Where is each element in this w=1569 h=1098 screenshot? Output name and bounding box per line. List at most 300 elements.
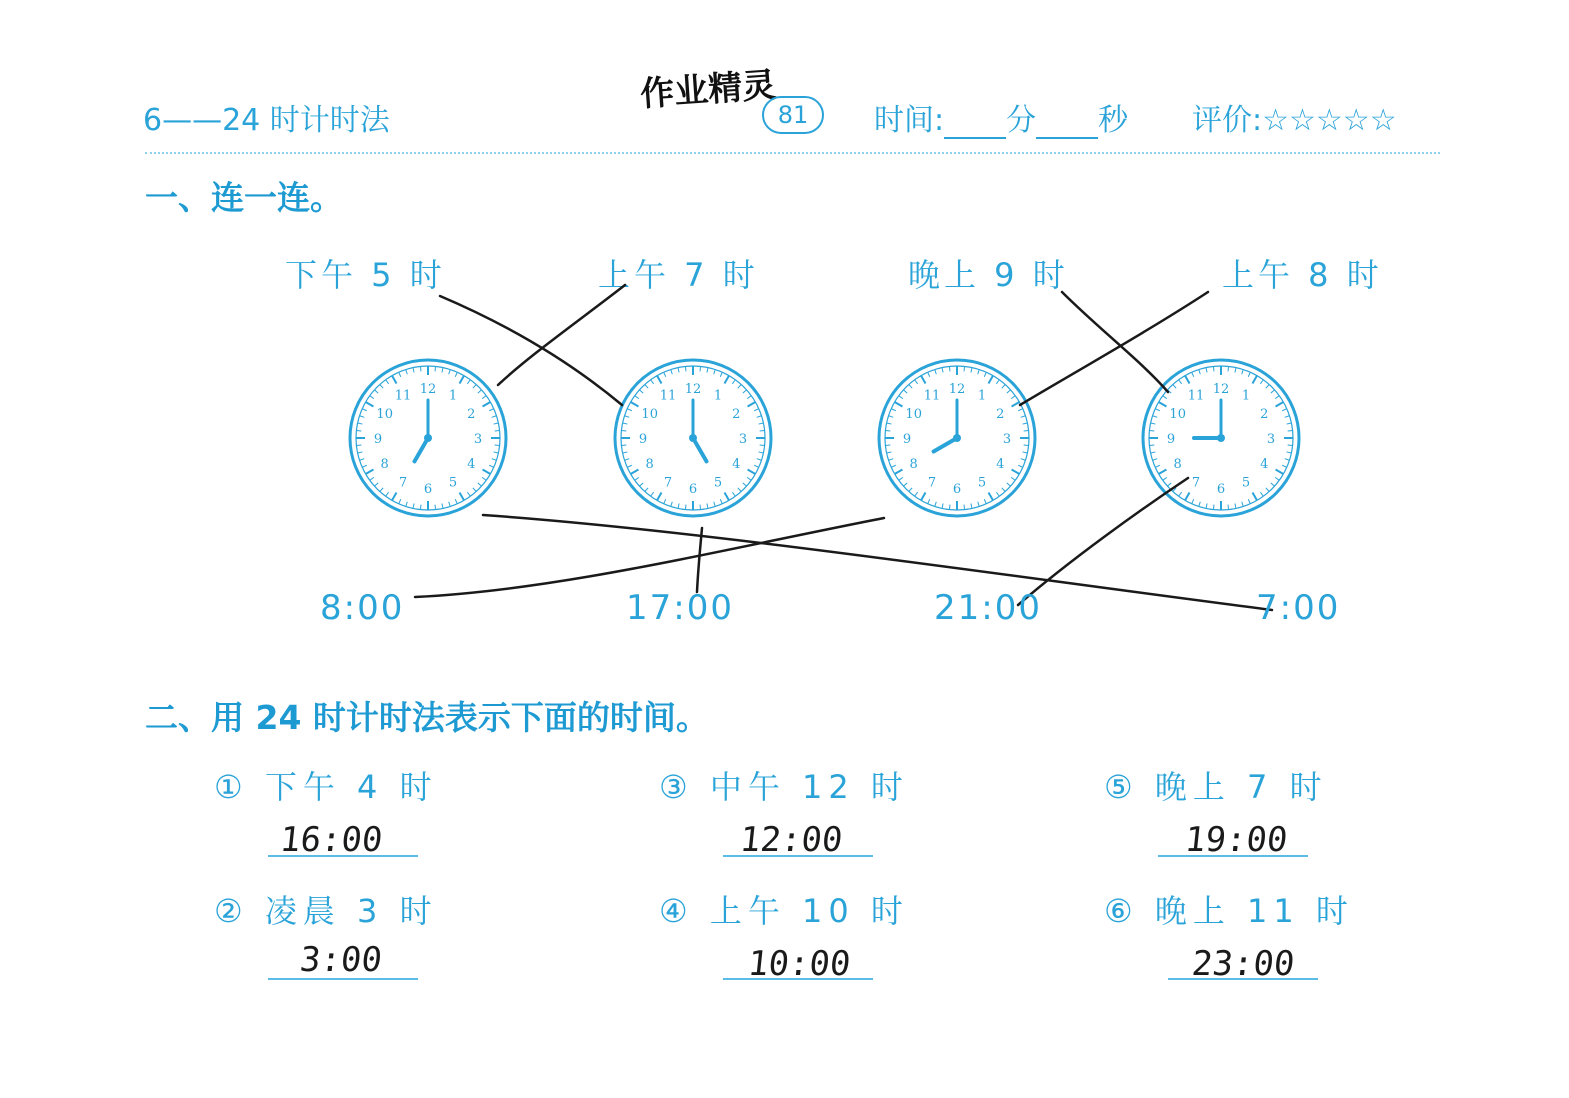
clock-tick — [635, 477, 639, 480]
clock-numeral: 10 — [1169, 407, 1186, 422]
clock-numeral: 8 — [1173, 457, 1182, 472]
clock-numeral: 2 — [996, 407, 1005, 422]
section2-heading: 二、用 24 时计时法表示下面的时间。 — [145, 698, 709, 737]
answer-line — [723, 855, 873, 857]
clock-tick — [380, 488, 383, 492]
clock-tick — [1266, 384, 1269, 388]
clock-tick — [928, 499, 930, 504]
clock-tick — [627, 409, 632, 411]
clock-tick — [714, 370, 716, 375]
clock-tick — [1185, 376, 1190, 384]
clock-numeral: 10 — [905, 407, 922, 422]
clock-numeral: 11 — [394, 388, 412, 404]
clock-1 — [350, 360, 506, 516]
minute-label: 分 — [1006, 103, 1037, 138]
clock-tick — [366, 470, 374, 475]
clock-tick — [483, 402, 491, 407]
clock-numeral: 9 — [902, 432, 912, 447]
clock-tick — [889, 459, 894, 461]
clock-tick — [374, 483, 378, 486]
clock-tick — [1167, 483, 1171, 486]
clock-tick — [1235, 368, 1236, 373]
clock-numeral: 2 — [1260, 407, 1269, 422]
clock-tick — [1173, 384, 1176, 388]
clock-tick — [1007, 483, 1011, 486]
clock-numeral: 8 — [909, 457, 918, 472]
clock-tick — [1287, 423, 1292, 424]
item-text: 凌晨 3 时 — [264, 892, 438, 930]
clock-tick — [748, 470, 756, 475]
clock-tick — [627, 465, 632, 467]
answer-4[interactable]: 10:00 — [745, 944, 853, 984]
clock-numeral: 4 — [467, 457, 476, 472]
clock-tick — [899, 477, 903, 480]
clock-tick — [1248, 499, 1250, 504]
clock-tick — [757, 416, 762, 418]
hour-hand — [934, 438, 957, 452]
clock-tick — [455, 372, 457, 377]
item-text: 上午 10 时 — [709, 892, 909, 930]
clock-numeral: 12 — [684, 382, 702, 397]
clock-tick — [760, 445, 765, 446]
clock-tick — [671, 370, 673, 375]
item-number: ⑥ — [1104, 892, 1139, 930]
clock-tick — [482, 396, 486, 399]
clock-tick — [1235, 504, 1236, 509]
clock-tick — [1285, 459, 1290, 461]
clock-tick — [356, 430, 361, 431]
clock-tick — [1023, 452, 1028, 453]
clock-tick — [685, 505, 686, 510]
clock-tick — [1282, 409, 1287, 411]
clock-tick — [495, 430, 500, 431]
item-text: 晚上 11 时 — [1154, 892, 1354, 930]
clock-tick — [494, 423, 499, 424]
clock-tick — [1253, 493, 1258, 501]
clock-tick — [1149, 445, 1154, 446]
clock-tick — [1260, 492, 1263, 496]
clock-tick — [392, 493, 397, 501]
clock-numeral: 6 — [952, 482, 962, 497]
clock-numeral: 1 — [1241, 388, 1251, 404]
clock-tick — [621, 430, 626, 431]
answer-6[interactable]: 23:00 — [1189, 944, 1297, 984]
clock-2 — [615, 360, 771, 516]
clock-tick — [978, 370, 980, 375]
clock-numeral: 2 — [467, 407, 476, 422]
clock-tick — [714, 502, 716, 507]
clock-tick — [732, 492, 735, 496]
clock-tick — [678, 504, 679, 509]
clock-tick — [700, 505, 701, 510]
clock-tick — [473, 488, 476, 492]
clock-numeral: 12 — [419, 382, 437, 397]
clock-tick — [1228, 505, 1229, 510]
clock-tick — [984, 499, 986, 504]
clock-numeral: 5 — [1241, 475, 1251, 491]
clock-tick — [625, 416, 630, 418]
clock-numeral: 11 — [923, 388, 941, 404]
clock-tick — [928, 372, 930, 377]
clock-tick — [909, 488, 912, 492]
clock-tick — [1192, 499, 1194, 504]
clock-numeral: 11 — [659, 388, 677, 404]
clock-tick — [700, 366, 701, 371]
top-label-1: 下午 5 时 — [285, 256, 446, 294]
clock-tick — [1021, 416, 1026, 418]
clock-tick — [1179, 492, 1182, 496]
clock-tick — [449, 502, 451, 507]
match-line — [440, 296, 622, 405]
bottom-label-2: 17:00 — [626, 588, 734, 628]
clock-tick — [759, 452, 764, 453]
answer-3[interactable]: 12:00 — [737, 820, 845, 860]
clock-numeral: 7 — [663, 475, 673, 491]
clock-tick — [903, 483, 907, 486]
item-1 — [214, 762, 438, 808]
clock-tick — [1282, 465, 1287, 467]
clock-tick — [1012, 470, 1020, 475]
clock-tick — [473, 384, 476, 388]
clock-tick — [356, 445, 361, 446]
clock-tick — [478, 483, 482, 486]
clock-tick — [455, 499, 457, 504]
clock-tick — [942, 504, 943, 509]
clock-tick — [435, 366, 436, 371]
clock-tick — [1159, 402, 1167, 407]
answer-line — [1168, 978, 1318, 980]
clock-tick — [1266, 488, 1269, 492]
clock-tick — [406, 370, 408, 375]
clock-numeral: 8 — [645, 457, 654, 472]
clock-tick — [664, 372, 666, 377]
clock-tick — [467, 492, 470, 496]
clock-tick — [1151, 423, 1156, 424]
clock-tick — [651, 492, 654, 496]
match-line — [483, 515, 1272, 610]
clock-tick — [442, 504, 443, 509]
clock-tick — [887, 452, 892, 453]
clock-tick — [754, 465, 759, 467]
clock-tick — [623, 452, 628, 453]
clock-tick — [492, 459, 497, 461]
clock-tick — [621, 445, 626, 446]
clock-tick — [964, 366, 965, 371]
clock-center — [953, 434, 961, 442]
clock-numeral: 5 — [448, 475, 458, 491]
clock-tick — [720, 372, 722, 377]
clock-tick — [1163, 477, 1167, 480]
clock-tick — [420, 505, 421, 510]
clock-tick — [1011, 396, 1015, 399]
clock-tick — [386, 492, 389, 496]
clock-numeral: 12 — [948, 382, 966, 397]
item-number: ③ — [659, 768, 694, 806]
clock-tick — [478, 390, 482, 393]
bottom-label-3: 21:00 — [934, 588, 1042, 628]
clock-tick — [748, 402, 756, 407]
item-number: ② — [214, 892, 249, 930]
match-line — [498, 285, 625, 385]
clock-tick — [971, 504, 972, 509]
clock-tick — [978, 502, 980, 507]
clock-tick — [360, 459, 365, 461]
clock-tick — [971, 368, 972, 373]
clock-tick — [895, 470, 903, 475]
clock-numeral: 9 — [373, 432, 383, 447]
rating-label: 评价: — [1192, 103, 1263, 138]
clock-tick — [435, 505, 436, 510]
clock-center — [1217, 434, 1225, 442]
clock-tick — [639, 390, 643, 393]
clock-tick — [915, 380, 918, 384]
clock-tick — [1153, 416, 1158, 418]
clock-tick — [1007, 390, 1011, 393]
clock-numeral: 6 — [688, 482, 698, 497]
clock-tick — [899, 396, 903, 399]
match-line — [1020, 292, 1208, 405]
answer-line — [268, 978, 418, 980]
clock-tick — [1002, 488, 1005, 492]
clock-tick — [370, 477, 374, 480]
clock-tick — [1021, 459, 1026, 461]
top-label-2: 上午 7 时 — [598, 256, 759, 294]
clock-tick — [386, 380, 389, 384]
rating-stars: ☆☆☆☆☆ — [1262, 103, 1397, 138]
lesson-title: 6——24 时计时法 — [143, 103, 390, 138]
clock-tick — [1012, 402, 1020, 407]
clock-tick — [747, 396, 751, 399]
clock-tick — [1155, 409, 1160, 411]
clock-numeral: 9 — [1166, 432, 1176, 447]
clock-tick — [1179, 380, 1182, 384]
clock-tick — [623, 423, 628, 424]
clock-numeral: 7 — [398, 475, 408, 491]
answer-5[interactable]: 19:00 — [1182, 820, 1290, 860]
clock-numeral: 5 — [713, 475, 723, 491]
clock-numeral: 1 — [977, 388, 987, 404]
clock-tick — [1199, 370, 1201, 375]
clock-tick — [732, 380, 735, 384]
item-6 — [1104, 886, 1354, 932]
answer-1[interactable]: 16:00 — [277, 820, 385, 860]
clock-tick — [1149, 430, 1154, 431]
item-3 — [659, 762, 909, 808]
clock-numeral: 4 — [732, 457, 741, 472]
clock-tick — [362, 465, 367, 467]
clock-numeral: 3 — [1002, 432, 1012, 447]
clock-tick — [964, 505, 965, 510]
match-line — [1062, 292, 1168, 392]
item-text: 中午 12 时 — [709, 768, 909, 806]
clock-numeral: 4 — [1260, 457, 1269, 472]
clock-tick — [1276, 470, 1284, 475]
clock-tick — [399, 499, 401, 504]
clock-tick — [759, 423, 764, 424]
clock-tick — [935, 502, 937, 507]
clock-3 — [879, 360, 1035, 516]
clock-tick — [921, 376, 926, 384]
clock-tick — [392, 376, 397, 384]
clock-tick — [760, 430, 765, 431]
item-number: ④ — [659, 892, 694, 930]
clock-tick — [1271, 483, 1275, 486]
clock-tick — [494, 452, 499, 453]
clock-tick — [1185, 493, 1190, 501]
clock-tick — [1288, 445, 1293, 446]
clock-tick — [631, 470, 639, 475]
clock-tick — [996, 492, 999, 496]
clock-numeral: 5 — [977, 475, 987, 491]
clock-tick — [1002, 384, 1005, 388]
clock-tick — [1287, 452, 1292, 453]
clock-tick — [360, 416, 365, 418]
clock-tick — [1288, 430, 1293, 431]
clock-tick — [460, 493, 465, 501]
clock-tick — [380, 384, 383, 388]
clock-tick — [631, 402, 639, 407]
clock-tick — [891, 409, 896, 411]
clock-numeral: 10 — [641, 407, 658, 422]
clock-tick — [645, 488, 648, 492]
clock-tick — [1213, 505, 1214, 510]
clock-numeral: 4 — [996, 457, 1005, 472]
clock-numeral: 3 — [1266, 432, 1276, 447]
clock-tick — [725, 376, 730, 384]
clock-tick — [743, 483, 747, 486]
clock-tick — [1159, 470, 1167, 475]
clock-numeral: 1 — [448, 388, 458, 404]
clock-numeral: 7 — [927, 475, 937, 491]
clock-tick — [1248, 372, 1250, 377]
clock-tick — [1206, 368, 1207, 373]
answer-2[interactable]: 3:00 — [297, 940, 384, 980]
hour-hand — [415, 438, 429, 461]
item-5 — [1104, 762, 1328, 808]
match-line — [697, 528, 702, 592]
bottom-label-1: 8:00 — [320, 588, 405, 628]
clock-tick — [678, 368, 679, 373]
clock-tick — [720, 499, 722, 504]
clock-tick — [1163, 396, 1167, 399]
clock-tick — [482, 477, 486, 480]
clock-tick — [895, 402, 903, 407]
clock-tick — [1242, 502, 1244, 507]
clock-tick — [942, 368, 943, 373]
clock-tick — [747, 477, 751, 480]
clock-tick — [757, 459, 762, 461]
clock-numeral: 1 — [713, 388, 723, 404]
clock-tick — [1260, 380, 1263, 384]
clock-tick — [1151, 452, 1156, 453]
clock-tick — [1213, 366, 1214, 371]
clock-tick — [467, 380, 470, 384]
clock-tick — [885, 430, 890, 431]
clock-tick — [921, 493, 926, 501]
clock-numeral: 3 — [738, 432, 748, 447]
answer-line — [1158, 855, 1308, 857]
clock-tick — [657, 493, 662, 501]
clock-tick — [489, 409, 494, 411]
match-line — [1018, 478, 1188, 605]
section1-heading: 一、连一连。 — [145, 178, 343, 217]
clock-tick — [1275, 477, 1279, 480]
clock-numeral: 6 — [1216, 482, 1226, 497]
clock-tick — [362, 409, 367, 411]
clock-tick — [909, 384, 912, 388]
clock-tick — [1018, 465, 1023, 467]
clock-tick — [1024, 430, 1029, 431]
item-2 — [214, 886, 438, 932]
clock-tick — [915, 492, 918, 496]
clock-tick — [725, 493, 730, 501]
clock-tick — [949, 505, 950, 510]
clock-tick — [635, 396, 639, 399]
clock-numeral: 2 — [732, 407, 741, 422]
second-label: 秒 — [1098, 103, 1129, 138]
clock-tick — [1192, 372, 1194, 377]
clock-tick — [891, 465, 896, 467]
clock-tick — [1018, 409, 1023, 411]
clock-tick — [754, 409, 759, 411]
clock-tick — [671, 502, 673, 507]
clock-tick — [399, 372, 401, 377]
clock-tick — [420, 366, 421, 371]
clock-tick — [1275, 396, 1279, 399]
clock-tick — [903, 390, 907, 393]
handwritten-title: 作业精灵 — [639, 65, 778, 115]
answer-line — [268, 855, 418, 857]
clock-numeral: 10 — [376, 407, 393, 422]
clock-numeral: 7 — [1191, 475, 1201, 491]
clock-tick — [483, 470, 491, 475]
clock-tick — [1024, 445, 1029, 446]
clock-tick — [449, 370, 451, 375]
clock-tick — [1285, 416, 1290, 418]
item-4 — [659, 886, 909, 932]
clock-tick — [370, 396, 374, 399]
clock-tick — [639, 483, 643, 486]
clock-tick — [743, 390, 747, 393]
item-number: ① — [214, 768, 249, 806]
clock-tick — [1153, 459, 1158, 461]
clock-tick — [664, 499, 666, 504]
clock-tick — [460, 376, 465, 384]
clock-tick — [738, 488, 741, 492]
clock-numeral: 11 — [1187, 388, 1205, 404]
clock-tick — [1253, 376, 1258, 384]
clock-tick — [495, 445, 500, 446]
clock-tick — [738, 384, 741, 388]
clock-tick — [358, 423, 363, 424]
top-label-3: 晚上 9 时 — [908, 256, 1069, 294]
clock-tick — [651, 380, 654, 384]
clock-tick — [949, 366, 950, 371]
clock-tick — [989, 493, 994, 501]
clock-tick — [625, 459, 630, 461]
clock-tick — [413, 368, 414, 373]
clock-tick — [366, 402, 374, 407]
clock-tick — [1242, 370, 1244, 375]
clock-tick — [1206, 504, 1207, 509]
clock-center — [424, 434, 432, 442]
clock-numeral: 8 — [380, 457, 389, 472]
clock-tick — [707, 368, 708, 373]
clock-numeral: 12 — [1212, 382, 1230, 397]
item-text: 下午 4 时 — [264, 768, 438, 806]
clock-tick — [442, 368, 443, 373]
item-text: 晚上 7 时 — [1154, 768, 1328, 806]
